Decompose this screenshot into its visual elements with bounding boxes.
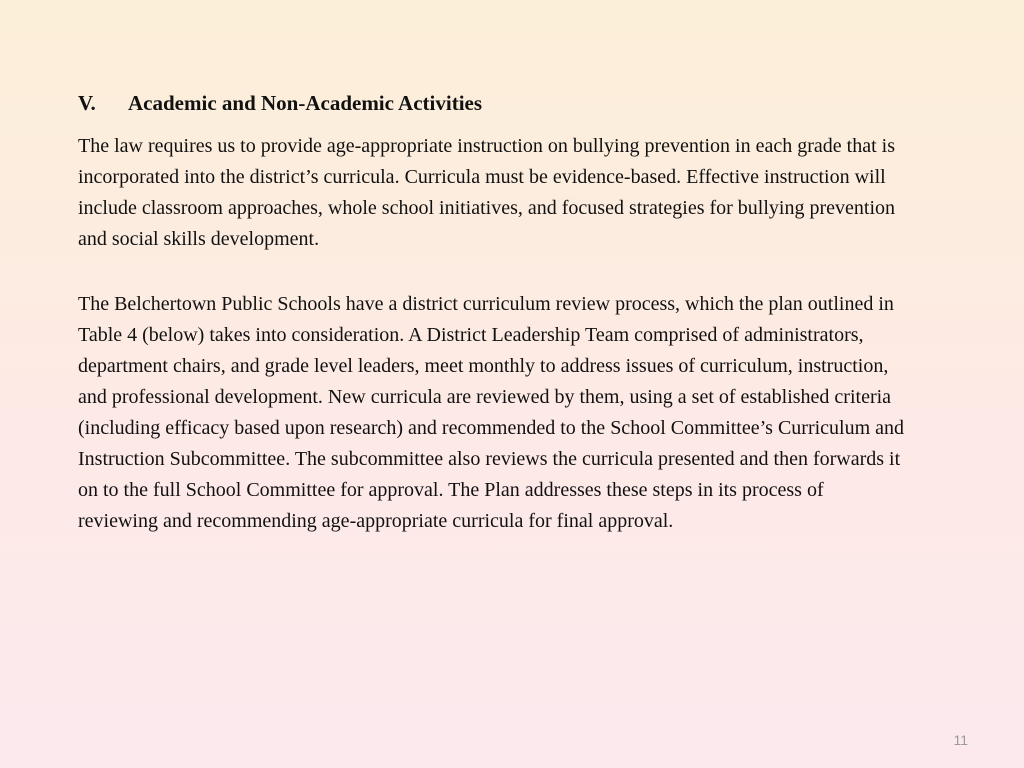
paragraph-line: Instruction Subcommittee. The subcommittee also reviews the curricula presented and then forwards it (78, 448, 901, 470)
body-text (78, 131, 998, 537)
paragraph-line: The Belchertown Public Schools have a district curriculum review process, which the plan outlined in (78, 293, 894, 315)
paragraph-1 (78, 131, 998, 255)
paragraph-line: and social skills development. (78, 228, 320, 250)
paragraph-line: The law requires us to provide age-appropriate instruction on bullying prevention in each grade that is (78, 135, 895, 157)
paragraph-spacer (78, 255, 998, 289)
section-title: Academic and Non-Academic Activities (128, 91, 483, 115)
paragraph-line: incorporated into the district’s curricula. Curricula must be evidence-based. Effective instruction will (78, 166, 886, 188)
paragraph-line: reviewing and recommending age-appropriate curricula for final approval. (78, 510, 674, 532)
paragraph-2 (78, 289, 998, 537)
paragraph-line: on to the full School Committee for approval. The Plan addresses these steps in its process of (78, 479, 824, 501)
section-heading (78, 89, 482, 117)
paragraph-line: (including efficacy based upon research) and recommended to the School Committee’s Curriculum and (78, 417, 905, 439)
paragraph-line: Table 4 (below) takes into consideration. A District Leadership Team comprised of administrators, (78, 324, 864, 346)
section-number: V. (78, 91, 96, 115)
paragraph-line: department chairs, and grade level leaders, meet monthly to address issues of curriculum, instruction, (78, 355, 889, 377)
page-number: 11 (953, 732, 968, 748)
paragraph-line: and professional development. New curricula are reviewed by them, using a set of established criteria (78, 386, 892, 408)
paragraph-line: include classroom approaches, whole school initiatives, and focused strategies for bullying prevention (78, 197, 896, 219)
